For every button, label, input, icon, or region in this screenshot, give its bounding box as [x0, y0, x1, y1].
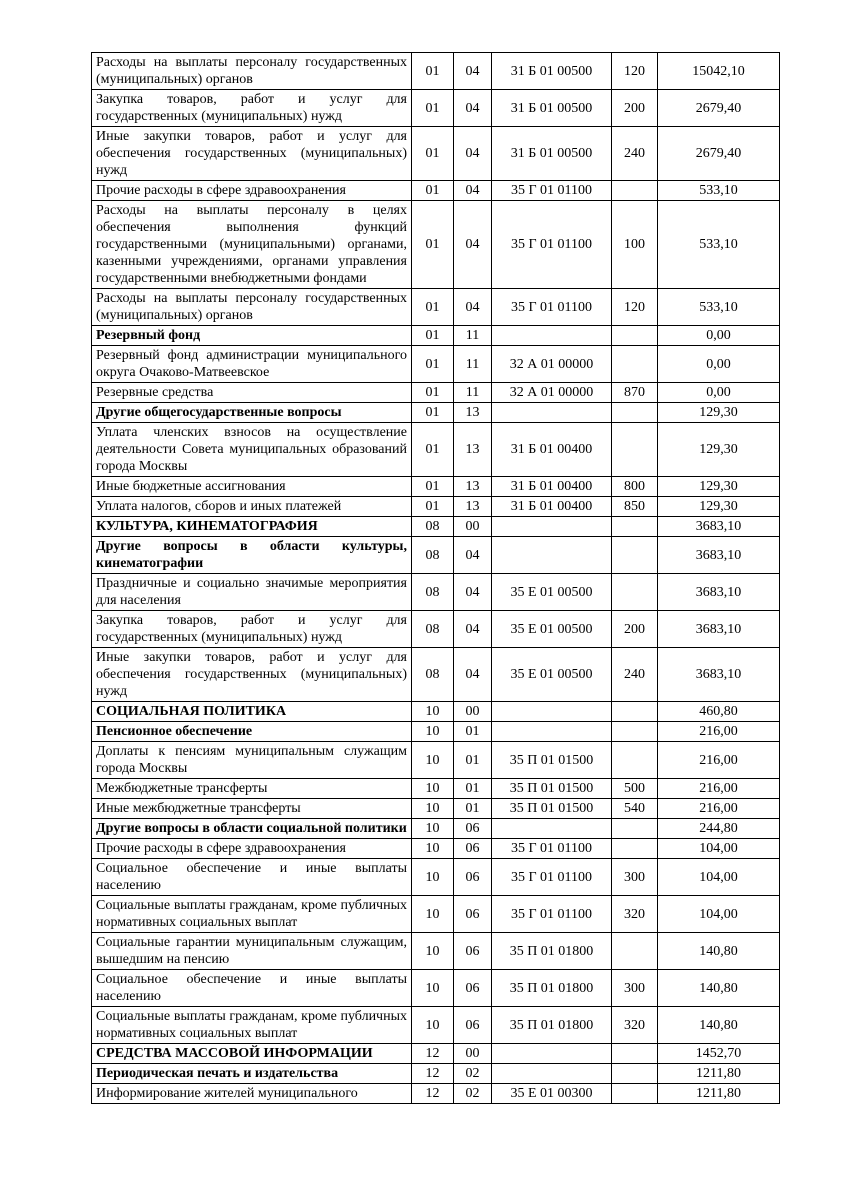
row-section-code: 10: [412, 896, 454, 933]
row-name: Периодическая печать и издательства: [92, 1064, 412, 1084]
row-expense-type-code: [612, 839, 658, 859]
row-section-code: 10: [412, 933, 454, 970]
row-expense-type-code: [612, 326, 658, 346]
row-amount: 129,30: [658, 497, 780, 517]
row-amount: 104,00: [658, 839, 780, 859]
row-amount: 2679,40: [658, 90, 780, 127]
table-row: [92, 1007, 780, 1044]
row-amount: 533,10: [658, 181, 780, 201]
row-name: Расходы на выплаты персоналу государственных (муниципальных) органов: [92, 53, 412, 90]
row-section-code: 01: [412, 181, 454, 201]
row-name: Прочие расходы в сфере здравоохранения: [92, 839, 412, 859]
table-row: [92, 181, 780, 201]
row-section-code: 10: [412, 722, 454, 742]
row-section-code: 01: [412, 53, 454, 90]
row-section-code: 08: [412, 574, 454, 611]
row-amount: 129,30: [658, 423, 780, 477]
row-target-article-code: [492, 517, 612, 537]
row-target-article-code: 31 Б 01 00500: [492, 53, 612, 90]
table-row: [92, 896, 780, 933]
row-target-article-code: 35 П 01 01800: [492, 933, 612, 970]
table-row: [92, 933, 780, 970]
row-name: Резервный фонд администрации муниципального округа Очаково-Матвеевское: [92, 346, 412, 383]
row-expense-type-code: [612, 1044, 658, 1064]
row-name: Расходы на выплаты персоналу государственных (муниципальных) органов: [92, 289, 412, 326]
row-expense-type-code: 240: [612, 127, 658, 181]
row-subsection-code: 06: [454, 819, 492, 839]
row-amount: 216,00: [658, 779, 780, 799]
row-amount: 104,00: [658, 859, 780, 896]
table-row: [92, 574, 780, 611]
row-target-article-code: 35 Г 01 01100: [492, 896, 612, 933]
row-subsection-code: 06: [454, 839, 492, 859]
table-row: [92, 537, 780, 574]
row-target-article-code: 35 П 01 01500: [492, 799, 612, 819]
row-name: СОЦИАЛЬНАЯ ПОЛИТИКА: [92, 702, 412, 722]
row-subsection-code: 06: [454, 1007, 492, 1044]
table-row: [92, 859, 780, 896]
row-amount: 216,00: [658, 742, 780, 779]
row-name: Уплата налогов, сборов и иных платежей: [92, 497, 412, 517]
row-section-code: 01: [412, 403, 454, 423]
row-section-code: 08: [412, 648, 454, 702]
row-target-article-code: 35 П 01 01500: [492, 779, 612, 799]
row-section-code: 01: [412, 423, 454, 477]
row-expense-type-code: [612, 181, 658, 201]
table-row: [92, 497, 780, 517]
row-target-article-code: [492, 326, 612, 346]
row-name: КУЛЬТУРА, КИНЕМАТОГРАФИЯ: [92, 517, 412, 537]
row-expense-type-code: [612, 517, 658, 537]
row-name: Иные межбюджетные трансферты: [92, 799, 412, 819]
table-row: [92, 779, 780, 799]
row-expense-type-code: 240: [612, 648, 658, 702]
row-amount: 140,80: [658, 970, 780, 1007]
row-expense-type-code: 540: [612, 799, 658, 819]
table-row: [92, 477, 780, 497]
table-row: [92, 326, 780, 346]
row-name: Закупка товаров, работ и услуг для государственных (муниципальных) нужд: [92, 90, 412, 127]
row-amount: 129,30: [658, 477, 780, 497]
row-section-code: 01: [412, 326, 454, 346]
row-subsection-code: 00: [454, 517, 492, 537]
table-row: [92, 423, 780, 477]
row-name: СРЕДСТВА МАССОВОЙ ИНФОРМАЦИИ: [92, 1044, 412, 1064]
row-name: Иные закупки товаров, работ и услуг для обеспечения государственных (муниципальных) нужд: [92, 127, 412, 181]
row-target-article-code: [492, 403, 612, 423]
row-subsection-code: 00: [454, 702, 492, 722]
row-subsection-code: 01: [454, 779, 492, 799]
budget-table-body: [92, 53, 780, 1104]
row-section-code: 01: [412, 90, 454, 127]
row-subsection-code: 04: [454, 127, 492, 181]
row-section-code: 10: [412, 970, 454, 1007]
row-target-article-code: 35 Г 01 01100: [492, 181, 612, 201]
row-subsection-code: 04: [454, 201, 492, 289]
row-name: Социальное обеспечение и иные выплаты населению: [92, 970, 412, 1007]
row-amount: 533,10: [658, 201, 780, 289]
row-target-article-code: 35 П 01 01800: [492, 1007, 612, 1044]
row-target-article-code: 35 Е 01 00500: [492, 574, 612, 611]
row-target-article-code: 31 Б 01 00500: [492, 90, 612, 127]
row-target-article-code: [492, 1064, 612, 1084]
row-amount: 533,10: [658, 289, 780, 326]
budget-table: [91, 52, 780, 1104]
row-subsection-code: 13: [454, 403, 492, 423]
row-section-code: 01: [412, 127, 454, 181]
row-target-article-code: 35 П 01 01800: [492, 970, 612, 1007]
row-amount: 2679,40: [658, 127, 780, 181]
row-subsection-code: 06: [454, 933, 492, 970]
row-subsection-code: 01: [454, 722, 492, 742]
row-name: Резервный фонд: [92, 326, 412, 346]
row-amount: 3683,10: [658, 537, 780, 574]
row-expense-type-code: 120: [612, 53, 658, 90]
row-target-article-code: 35 Г 01 01100: [492, 201, 612, 289]
row-subsection-code: 06: [454, 970, 492, 1007]
row-name: Иные закупки товаров, работ и услуг для обеспечения государственных (муниципальных) нужд: [92, 648, 412, 702]
table-row: [92, 648, 780, 702]
row-expense-type-code: 870: [612, 383, 658, 403]
row-amount: 1211,80: [658, 1084, 780, 1104]
row-name: Расходы на выплаты персоналу в целях обеспечения выполнения функций государственными (муниципальными) органами, казенными учреждениями, органами управления государственными внебюджетными фондами: [92, 201, 412, 289]
row-amount: 3683,10: [658, 648, 780, 702]
row-name: Закупка товаров, работ и услуг для государственных (муниципальных) нужд: [92, 611, 412, 648]
row-section-code: 01: [412, 383, 454, 403]
row-amount: 15042,10: [658, 53, 780, 90]
row-section-code: 10: [412, 742, 454, 779]
row-amount: 216,00: [658, 799, 780, 819]
row-amount: 0,00: [658, 383, 780, 403]
row-target-article-code: 31 Б 01 00400: [492, 497, 612, 517]
row-target-article-code: [492, 702, 612, 722]
row-name: Социальные выплаты гражданам, кроме публичных нормативных социальных выплат: [92, 1007, 412, 1044]
row-section-code: 01: [412, 497, 454, 517]
row-section-code: 01: [412, 201, 454, 289]
row-subsection-code: 04: [454, 574, 492, 611]
row-amount: 1452,70: [658, 1044, 780, 1064]
row-subsection-code: 01: [454, 799, 492, 819]
row-section-code: 12: [412, 1044, 454, 1064]
table-row: [92, 839, 780, 859]
row-expense-type-code: [612, 742, 658, 779]
row-expense-type-code: [612, 403, 658, 423]
row-expense-type-code: 100: [612, 201, 658, 289]
row-subsection-code: 11: [454, 326, 492, 346]
row-target-article-code: 32 А 01 00000: [492, 383, 612, 403]
row-section-code: 10: [412, 799, 454, 819]
row-target-article-code: 35 Г 01 01100: [492, 839, 612, 859]
table-row: [92, 799, 780, 819]
row-expense-type-code: [612, 702, 658, 722]
row-name: Другие вопросы в области культуры, кинематографии: [92, 537, 412, 574]
row-name: Иные бюджетные ассигнования: [92, 477, 412, 497]
row-name: Резервные средства: [92, 383, 412, 403]
row-section-code: 01: [412, 346, 454, 383]
row-expense-type-code: [612, 537, 658, 574]
row-expense-type-code: [612, 933, 658, 970]
row-expense-type-code: [612, 819, 658, 839]
row-name: Социальные гарантии муниципальным служащим, вышедшим на пенсию: [92, 933, 412, 970]
table-row: [92, 403, 780, 423]
row-subsection-code: 02: [454, 1084, 492, 1104]
row-target-article-code: [492, 537, 612, 574]
row-subsection-code: 13: [454, 497, 492, 517]
row-subsection-code: 06: [454, 859, 492, 896]
table-row: [92, 722, 780, 742]
table-row: [92, 127, 780, 181]
row-subsection-code: 06: [454, 896, 492, 933]
row-subsection-code: 13: [454, 477, 492, 497]
table-row: [92, 383, 780, 403]
table-row: [92, 1084, 780, 1104]
row-expense-type-code: [612, 423, 658, 477]
row-expense-type-code: [612, 1064, 658, 1084]
row-expense-type-code: 500: [612, 779, 658, 799]
row-expense-type-code: 200: [612, 90, 658, 127]
row-target-article-code: 31 Б 01 00400: [492, 477, 612, 497]
table-row: [92, 90, 780, 127]
table-row: [92, 1064, 780, 1084]
row-target-article-code: 35 Е 01 00500: [492, 611, 612, 648]
row-name: Уплата членских взносов на осуществление деятельности Совета муниципальных образований города Москвы: [92, 423, 412, 477]
row-expense-type-code: 120: [612, 289, 658, 326]
row-subsection-code: 04: [454, 537, 492, 574]
row-amount: 0,00: [658, 346, 780, 383]
row-amount: 140,80: [658, 1007, 780, 1044]
row-amount: 3683,10: [658, 574, 780, 611]
table-row: [92, 611, 780, 648]
table-row: [92, 53, 780, 90]
row-expense-type-code: 320: [612, 896, 658, 933]
row-expense-type-code: [612, 574, 658, 611]
row-amount: 1211,80: [658, 1064, 780, 1084]
row-amount: 460,80: [658, 702, 780, 722]
row-target-article-code: 32 А 01 00000: [492, 346, 612, 383]
row-expense-type-code: [612, 722, 658, 742]
row-name: Социальное обеспечение и иные выплаты населению: [92, 859, 412, 896]
row-amount: 140,80: [658, 933, 780, 970]
row-name: Межбюджетные трансферты: [92, 779, 412, 799]
row-subsection-code: 04: [454, 289, 492, 326]
row-section-code: 08: [412, 517, 454, 537]
row-target-article-code: [492, 1044, 612, 1064]
row-target-article-code: 35 Г 01 01100: [492, 289, 612, 326]
row-subsection-code: 04: [454, 648, 492, 702]
row-name: Другие общегосударственные вопросы: [92, 403, 412, 423]
row-subsection-code: 11: [454, 346, 492, 383]
row-target-article-code: 35 Г 01 01100: [492, 859, 612, 896]
row-subsection-code: 11: [454, 383, 492, 403]
row-section-code: 08: [412, 611, 454, 648]
table-row: [92, 517, 780, 537]
row-expense-type-code: 300: [612, 970, 658, 1007]
row-subsection-code: 04: [454, 53, 492, 90]
row-subsection-code: 13: [454, 423, 492, 477]
row-section-code: 10: [412, 819, 454, 839]
row-subsection-code: 04: [454, 90, 492, 127]
table-row: [92, 1044, 780, 1064]
row-expense-type-code: [612, 346, 658, 383]
table-row: [92, 702, 780, 722]
table-row: [92, 201, 780, 289]
row-target-article-code: 31 Б 01 00500: [492, 127, 612, 181]
row-section-code: 10: [412, 1007, 454, 1044]
row-target-article-code: [492, 819, 612, 839]
row-target-article-code: 31 Б 01 00400: [492, 423, 612, 477]
row-section-code: 12: [412, 1064, 454, 1084]
table-row: [92, 346, 780, 383]
table-row: [92, 289, 780, 326]
row-subsection-code: 00: [454, 1044, 492, 1064]
row-section-code: 01: [412, 289, 454, 326]
row-expense-type-code: 320: [612, 1007, 658, 1044]
row-amount: 216,00: [658, 722, 780, 742]
table-row: [92, 819, 780, 839]
row-amount: 3683,10: [658, 517, 780, 537]
row-section-code: 10: [412, 859, 454, 896]
row-amount: 3683,10: [658, 611, 780, 648]
row-expense-type-code: 200: [612, 611, 658, 648]
row-target-article-code: 35 П 01 01500: [492, 742, 612, 779]
row-subsection-code: 01: [454, 742, 492, 779]
row-expense-type-code: 850: [612, 497, 658, 517]
row-section-code: 10: [412, 839, 454, 859]
row-target-article-code: [492, 722, 612, 742]
row-subsection-code: 04: [454, 181, 492, 201]
row-section-code: 10: [412, 779, 454, 799]
row-section-code: 01: [412, 477, 454, 497]
row-subsection-code: 02: [454, 1064, 492, 1084]
row-name: Доплаты к пенсиям муниципальным служащим города Москвы: [92, 742, 412, 779]
row-name: Социальные выплаты гражданам, кроме публичных нормативных социальных выплат: [92, 896, 412, 933]
row-expense-type-code: 800: [612, 477, 658, 497]
row-expense-type-code: 300: [612, 859, 658, 896]
row-name: Информирование жителей муниципального: [92, 1084, 412, 1104]
row-name: Пенсионное обеспечение: [92, 722, 412, 742]
row-name: Другие вопросы в области социальной политики: [92, 819, 412, 839]
row-amount: 104,00: [658, 896, 780, 933]
row-amount: 244,80: [658, 819, 780, 839]
row-name: Праздничные и социально значимые мероприятия для населения: [92, 574, 412, 611]
row-target-article-code: 35 Е 01 00300: [492, 1084, 612, 1104]
row-amount: 0,00: [658, 326, 780, 346]
row-section-code: 10: [412, 702, 454, 722]
row-amount: 129,30: [658, 403, 780, 423]
table-row: [92, 742, 780, 779]
row-section-code: 08: [412, 537, 454, 574]
row-expense-type-code: [612, 1084, 658, 1104]
row-subsection-code: 04: [454, 611, 492, 648]
row-section-code: 12: [412, 1084, 454, 1104]
row-target-article-code: 35 Е 01 00500: [492, 648, 612, 702]
row-name: Прочие расходы в сфере здравоохранения: [92, 181, 412, 201]
table-row: [92, 970, 780, 1007]
